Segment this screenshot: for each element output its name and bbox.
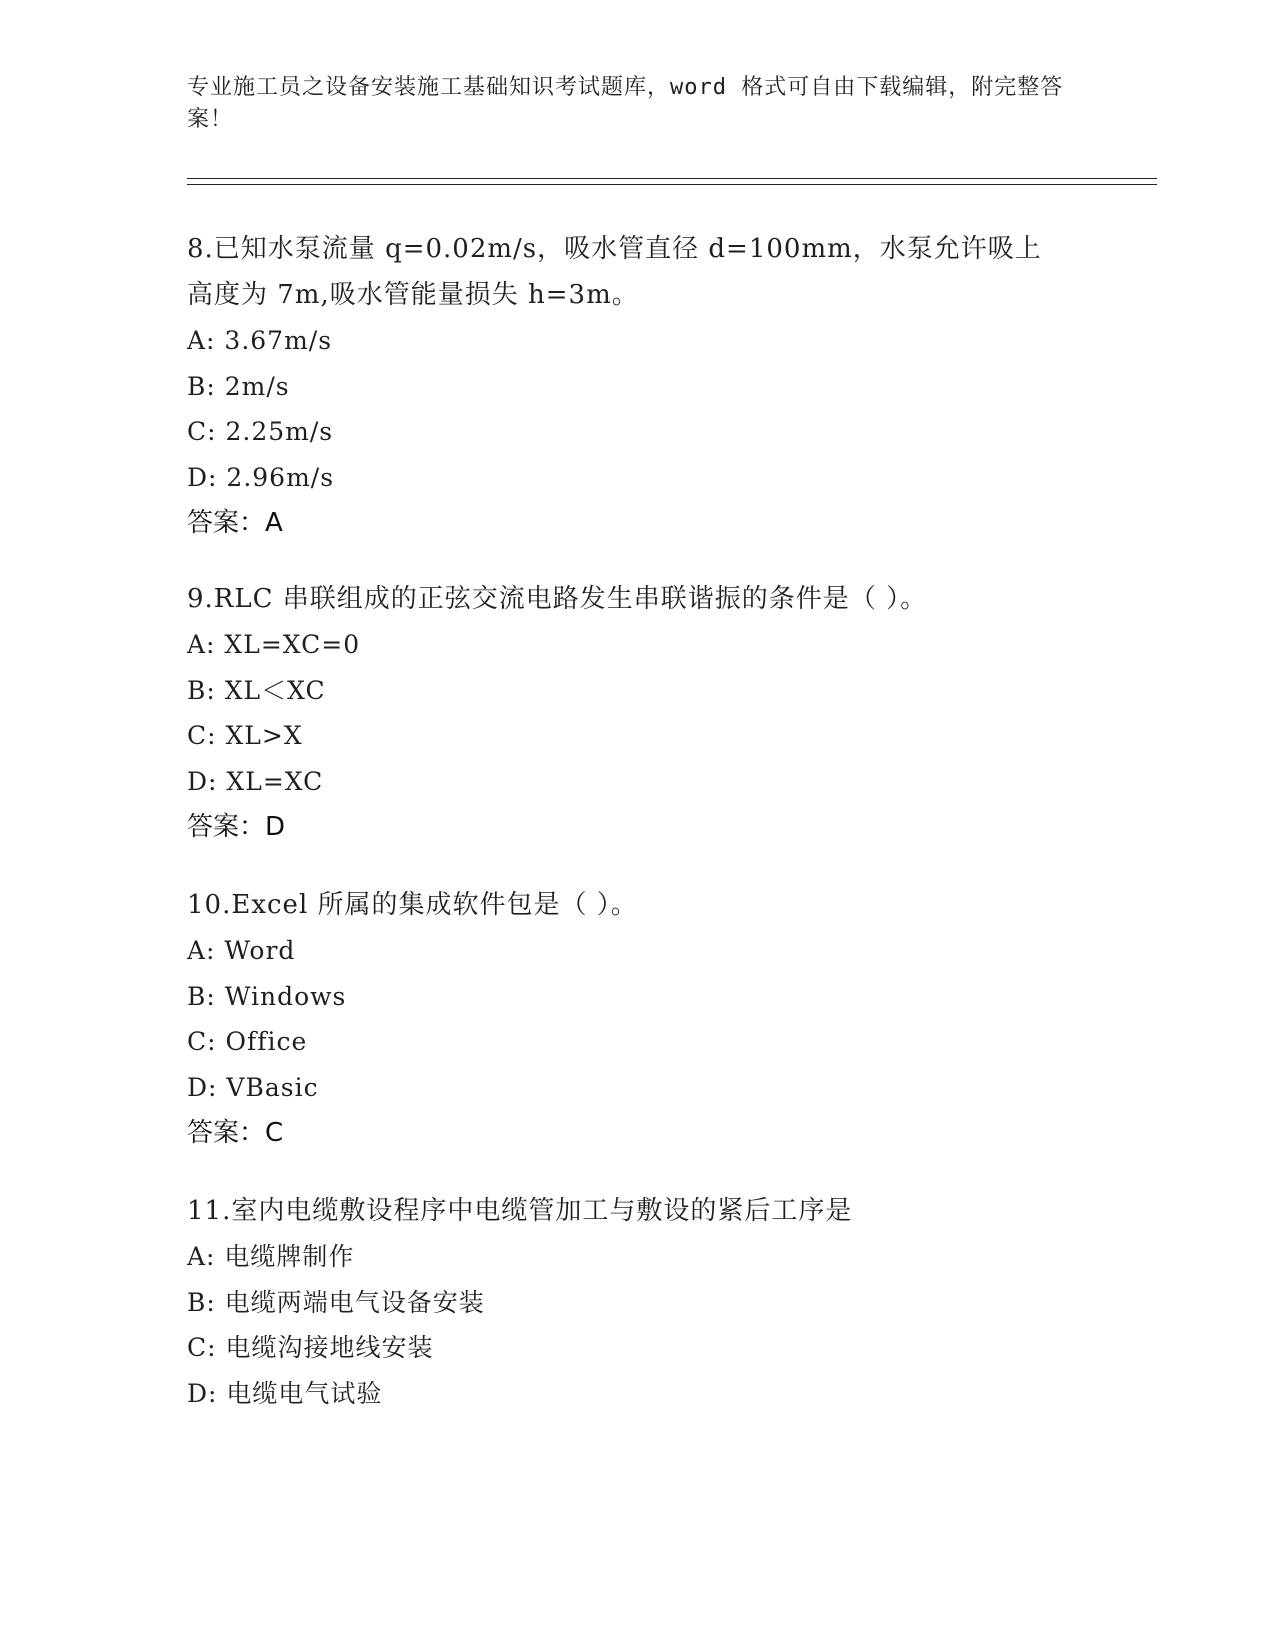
option-b: B: Windows — [187, 981, 347, 1011]
header-divider-top — [187, 178, 1157, 179]
answer-label: 答案：D — [187, 812, 286, 842]
question-11 — [187, 1188, 1087, 1416]
answer-label: 答案：A — [187, 508, 283, 538]
question-text: 9.RLC 串联组成的正弦交流电路发生串联谐振的条件是（ ）。 — [187, 584, 928, 614]
header-divider-bottom — [187, 184, 1157, 185]
option-a: A: XL=XC=0 — [187, 630, 361, 659]
question-text: 11.室内电缆敷设程序中电缆管加工与敷设的紧后工序是 — [187, 1196, 853, 1226]
option-b: B: 电缆两端电气设备安装 — [187, 1287, 485, 1317]
answer-label: 答案：C — [187, 1118, 284, 1148]
option-d: D: VBasic — [187, 1072, 319, 1102]
option-d: D: 2.96m/s — [187, 462, 335, 492]
question-text: 8.已知水泵流量 q=0.02m/s，吸水管直径 d=100mm，水泵允许吸上高度为 7m,吸水管能量损失 h=3m。 — [187, 234, 1042, 310]
question-9 — [187, 576, 1087, 850]
question-8 — [187, 226, 1087, 546]
option-a: A: 电缆牌制作 — [187, 1242, 355, 1271]
option-d: D: 电缆电气试验 — [187, 1378, 383, 1408]
question-text: 10.Excel 所属的集成软件包是（ ）。 — [187, 890, 638, 920]
question-10 — [187, 882, 1087, 1156]
option-d: D: XL=XC — [187, 766, 324, 796]
option-c: C: 2.25m/s — [187, 417, 334, 446]
option-b: B: XL＜XC — [187, 675, 326, 705]
option-c: C: XL>X — [187, 721, 303, 750]
option-b: B: 2m/s — [187, 371, 290, 401]
option-a: A: Word — [187, 936, 296, 965]
option-a: A: 3.67m/s — [187, 326, 333, 355]
option-c: C: 电缆沟接地线安装 — [187, 1333, 434, 1362]
document-header: 专业施工员之设备安装施工基础知识考试题库，word 格式可自由下载编辑，附完整答案！ — [187, 75, 1064, 132]
option-c: C: Office — [187, 1027, 308, 1056]
